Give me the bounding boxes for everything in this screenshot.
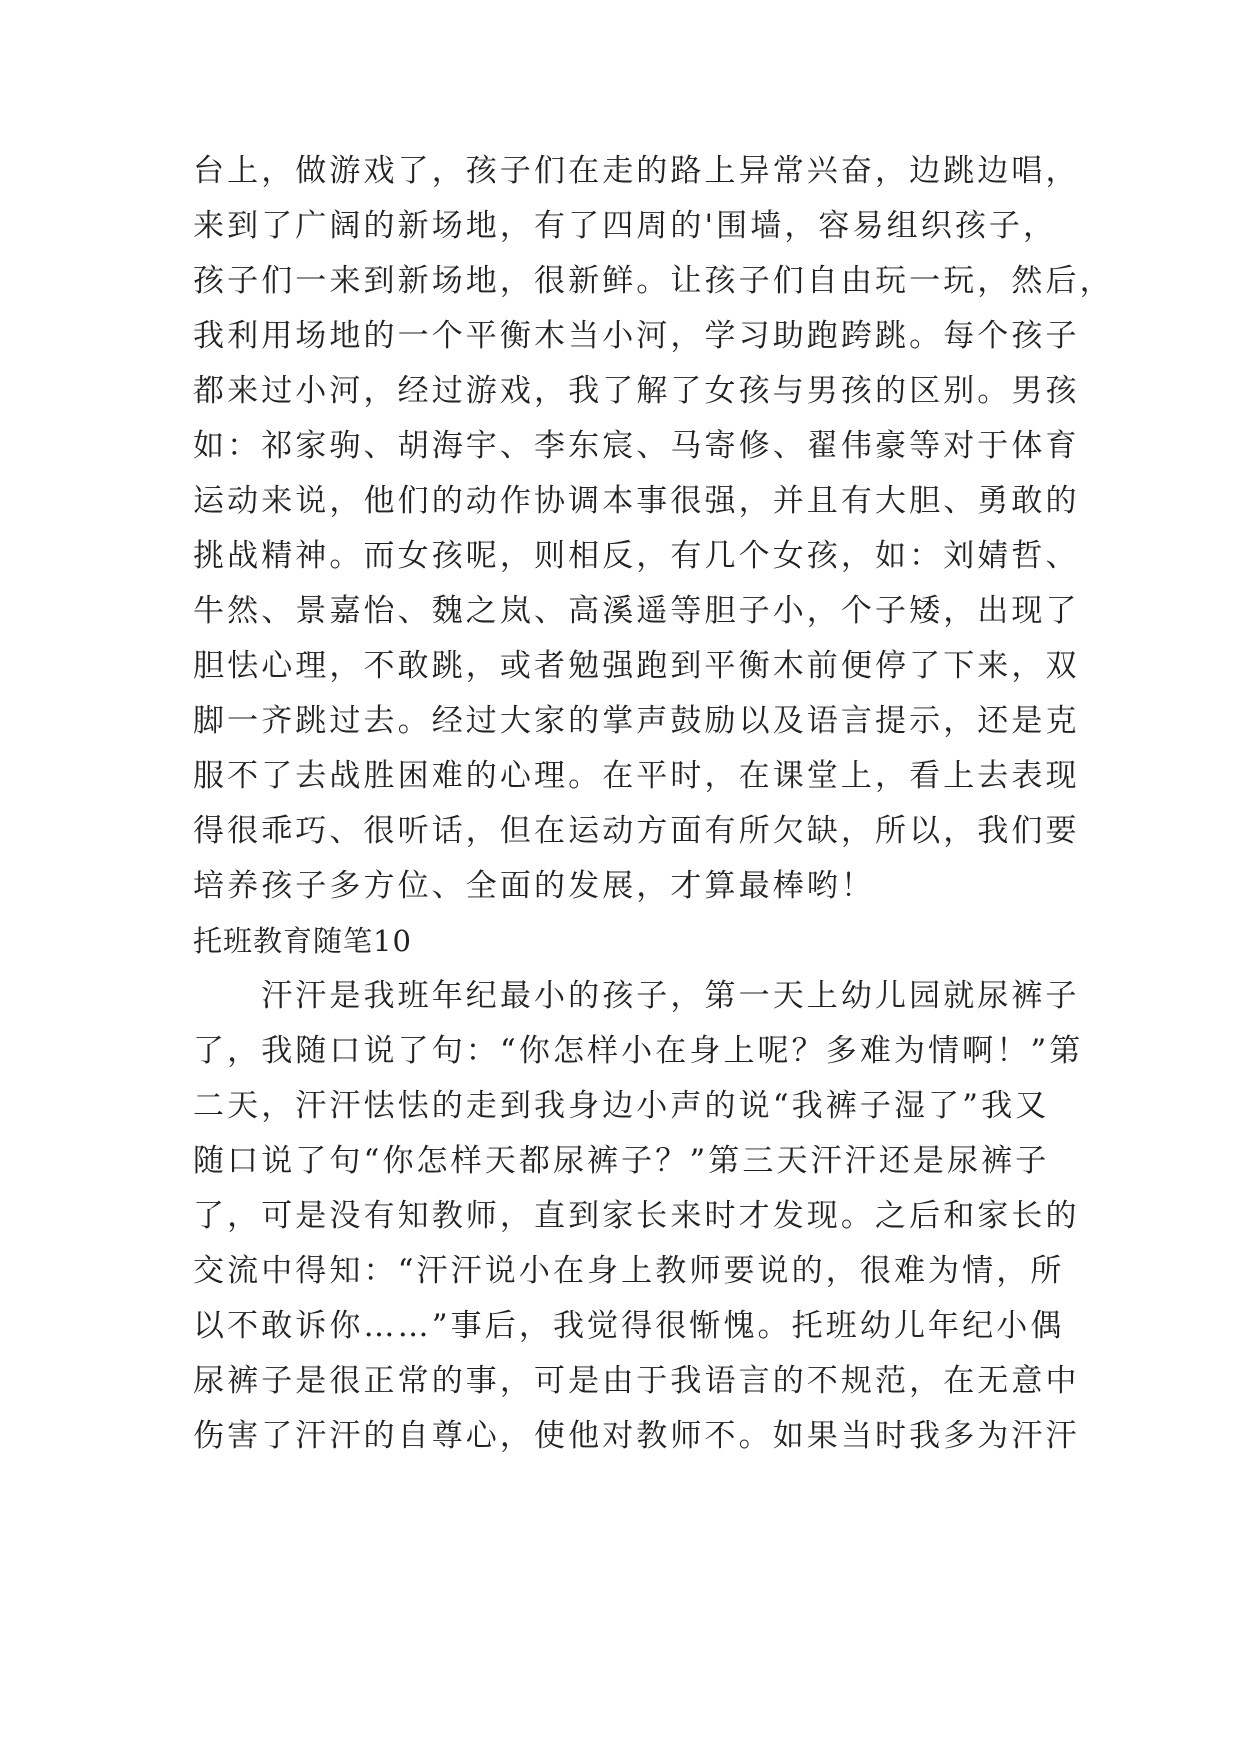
- paragraph-line: 脚一齐跳过去。经过大家的掌声鼓励以及语言提示，还是克: [193, 703, 1080, 739]
- paragraph-line: 伤害了汗汗的自尊心，使他对教师不。如果当时我多为汗汗: [193, 1418, 1080, 1454]
- paragraph-line: 随口说了句“你怎样天都尿裤子？”第三天汗汗还是尿裤子: [193, 1143, 1050, 1179]
- paragraph-line: 我利用场地的一个平衡木当小河，学习助跑跨跳。每个孩子: [193, 318, 1080, 354]
- paragraph-line: 了，我随口说了句：“你怎样小在身上呢？多难为情啊！”第: [193, 1033, 1084, 1069]
- paragraph-line: 运动来说，他们的动作协调本事很强，并且有大胆、勇敢的: [193, 483, 1080, 519]
- paragraph-line: 孩子们一来到新场地，很新鲜。让孩子们自由玩一玩，然后，: [193, 263, 1114, 299]
- paragraph-line: 来到了广阔的新场地，有了四周的'围墙，容易组织孩子，: [193, 208, 1058, 244]
- paragraph-line: 以不敢诉你……”事后，我觉得很惭愧。托班幼儿年纪小偶: [193, 1308, 1065, 1344]
- paragraph-line: 得很乖巧、很听话，但在运动方面有所欠缺，所以，我们要: [193, 813, 1080, 849]
- paragraph-line: 胆怯心理，不敢跳，或者勉强跑到平衡木前便停了下来，双: [193, 648, 1080, 684]
- paragraph-line: 如：祁家驹、胡海宇、李东宸、马寄修、翟伟豪等对于体育: [193, 428, 1080, 464]
- paragraph-line: 都来过小河，经过游戏，我了解了女孩与男孩的区别。男孩: [193, 373, 1080, 409]
- paragraph-line: 台上，做游戏了，孩子们在走的路上异常兴奋，边跳边唱，: [193, 153, 1080, 189]
- section-heading: 托班教育随笔10: [193, 924, 412, 958]
- paragraph-line: 二天，汗汗怯怯的走到我身边小声的说“我裤子湿了”我又: [193, 1088, 1050, 1124]
- paragraph-line: 挑战精神。而女孩呢，则相反，有几个女孩，如：刘婧哲、: [193, 538, 1080, 574]
- paragraph-line: 尿裤子是很正常的事，可是由于我语言的不规范，在无意中: [193, 1363, 1080, 1399]
- paragraph-line: 了，可是没有知教师，直到家长来时才发现。之后和家长的: [193, 1198, 1080, 1234]
- paragraph-line: 汗汗是我班年纪最小的孩子，第一天上幼儿园就尿裤子: [193, 978, 1080, 1014]
- paragraph-line: 交流中得知：“汗汗说小在身上教师要说的，很难为情，所: [193, 1253, 1065, 1289]
- paragraph-line: 培养孩子多方位、全面的发展，才算最棒哟！: [193, 868, 875, 904]
- paragraph-line: 牛然、景嘉怡、魏之岚、高溪遥等胆子小，个子矮，出现了: [193, 593, 1080, 629]
- paragraph-line: 服不了去战胜困难的心理。在平时，在课堂上，看上去表现: [193, 758, 1080, 794]
